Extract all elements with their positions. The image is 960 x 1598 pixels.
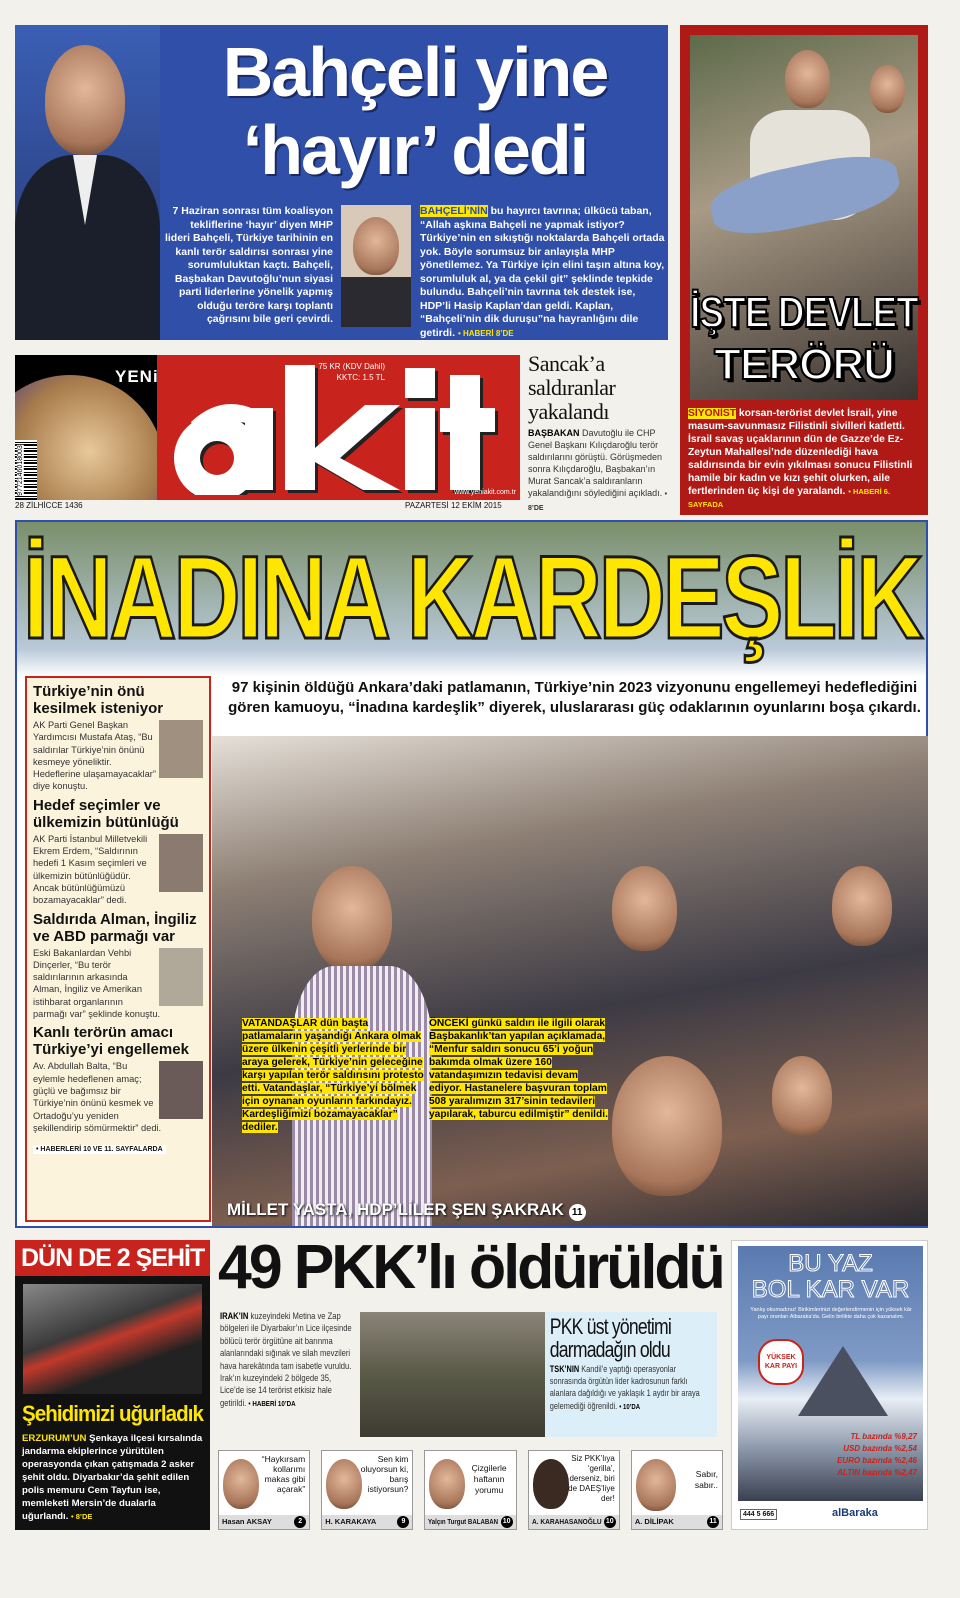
barcode-number: 9772146018003 <box>16 445 24 496</box>
columnist-card[interactable] <box>321 1450 413 1530</box>
sidebar-item-title: Türkiye’nin önü kesilmek isteniyor <box>33 683 164 717</box>
lead-word: BAŞBAKAN <box>528 428 580 438</box>
crowd-photo <box>212 736 928 1226</box>
ad-headline-2: BOL KAR VAR <box>751 1276 910 1303</box>
columnists <box>218 1450 723 1530</box>
page-badge: 9 <box>397 1516 409 1528</box>
lead-word: BAHÇELİ’NİN <box>420 205 488 217</box>
headline-line-2: TERÖRÜ <box>714 340 894 389</box>
top-story <box>15 25 668 340</box>
top-right-text <box>420 205 665 340</box>
sidebar <box>25 676 211 1222</box>
columnist-footer <box>425 1515 515 1529</box>
caption-box-1 <box>242 1017 424 1134</box>
sidebar-item-text: AK Parti Genel Başkan Yardımcısı Mustafa Ataş, “Bu saldırılar Türkiye’nin önünü kesmeye yöneliktir. Hedeflerine ulaşamayacaklar” diye konuştu. <box>33 720 156 792</box>
page-ref: • 8’DE <box>528 491 668 512</box>
footer-text: MİLLET YASTA, HDP’LİLER ŞEN ŞAKRAK <box>227 1200 564 1219</box>
martyr-headline: Şehidimizi uğurladık <box>22 1401 203 1426</box>
page-ref: • 10’DA <box>619 1401 641 1411</box>
logo-yeni: YENi <box>115 367 159 386</box>
pkk-text <box>220 1310 354 1410</box>
martyr-header-bar <box>15 1240 210 1276</box>
columnist-quote: “Haykırsam kollarımı makas gibi açarak” <box>261 1454 306 1494</box>
israel-text <box>688 407 923 511</box>
main-subhead: 97 kişinin öldüğü Ankara’daki patlamanın, Türkiye’nin 2023 vizyonunu engellemeyi hedeflediğini gören kamuoyu, “İnadına kardeşlik” diyerek, uluslararası güç odaklarının oyunlarını boşa çıkardı. <box>228 679 921 716</box>
martyr-story <box>15 1240 210 1530</box>
hasip-photo <box>341 205 411 327</box>
body-text: günkü saldırı ile ilgili olarak Başbakanlık’tan yapılan açıklamada, “Menfur saldırı sonucu 65’i yoğun bakımda olmak üzere 160 vatandaşımızın tedavisi devam ediyor. Hastanelere başvuran toplam 508 yaralımızın 317’sinin tedavileri yapılarak, taburcu edilmiştir” denildi. <box>429 1018 608 1120</box>
page-ref: • 8’DE <box>71 1512 93 1521</box>
page-ref: • HABERİ 10’DA <box>248 1398 296 1408</box>
price-info <box>315 361 385 383</box>
body-text: dün başta patlamaların yaşandığı Ankara olmak üzere ülkenin çeşitli yerlerinde bir araya gelerek, Türkiye’nin geleceğine karşı yapılan terör saldırısını protesto etti. Vatandaşlar, “Türkiye’yi bölmek için oynanan oyunların farkındayız. Kardeşliğimizi bozamayacaklar” dediler. <box>242 1018 424 1133</box>
side-headline: PKK üst yönetimi darmadağın oldu <box>549 1314 672 1362</box>
pkk-photo <box>360 1312 545 1437</box>
top-left-text: 7 Haziran sonrası tüm koalisyon tekliflerine ‘hayır’ diyen MHP lideri Bahçeli, Türkiye tarihinin en kanlı terör saldırısı sonrası yine sorumluluktan kaçtı. Bahçeli, Başbakan Davutoğlu’nun siyasi parti liderlerine yönelik yapmış olduğu teröre karşı toplantı çağrısını bile geri çevirdi. <box>164 205 333 325</box>
israel-headline <box>690 287 918 391</box>
rate-gold: ALTIN bazında %2,47 <box>837 1468 917 1477</box>
columnist-name: A. KARAHASANOĞLU <box>531 1517 602 1526</box>
lead-word: SİYONİST <box>688 408 737 419</box>
main-footer <box>227 1200 586 1221</box>
ad-headline-1: BU YAZ <box>788 1250 873 1277</box>
caption-box-2 <box>429 1017 611 1121</box>
portrait <box>159 948 203 1006</box>
sancak-story <box>528 352 676 515</box>
sidebar-item-title: Saldırıda Alman, İngiliz ve ABD parmağı var <box>33 910 197 945</box>
website[interactable]: www.yeniakit.com.tr <box>454 489 516 496</box>
body-text: kuzeyindeki Metina ve Zap bölgeleri ile Diyarbakır’ın Lice ilçesinde bölücü terör örgütüne ait barınma alanlarındaki sığınak ve silah mevzileri hava harekâtında tam isabetle vuruldu. Irak’ın kuzeyindeki 2 bölgede 35, Lice’de ise 14 terörist etkisiz hale getirildi. <box>220 1311 352 1408</box>
lead-word: IRAK’IN <box>220 1311 249 1321</box>
columnist-footer <box>529 1515 619 1529</box>
hijri-date: 28 ZİLHİCCE 1436 <box>15 501 83 510</box>
headline-line-2: ‘hayır’ dedi <box>242 111 588 189</box>
body-text: Şenkaya ilçesi kırsalında jandarma ekiplerince yürütülen operasyonda çıkan çatışmada 2 asker şehit oldu. Diyarbakır’da şehit edilen polis memuru Cem Tayfun ise, memleketi Mersin’de dualarla uğurlandı. <box>22 1433 203 1522</box>
masthead <box>15 355 520 500</box>
body-text: Kandil’e yaptığı operasyonlar sonrasında örgütün lider kadrosunun farklı alanlara dağıldığı ve yaklaşık 1 aydır bir araya gelemediği öğrenildi. <box>549 1364 700 1411</box>
columnist-name: Yalçın Turgut BALABAN <box>428 1517 499 1526</box>
main-story <box>15 520 928 1228</box>
columnist-quote: Sabır, sabır.. <box>694 1469 719 1490</box>
lead-word: VATANDAŞLAR <box>242 1018 318 1029</box>
martyr-text <box>15 1428 210 1527</box>
body-text: Davutoğlu ile CHP Genel Başkanı Kılıçdaroğlu terör saldırılarını görüştü. Görüşmeden sonra Kılıçdaroğlu, Başbakan’ın Murat Sancak’a saldıranların yakalandığını söylediğini açıkladı. <box>528 428 663 498</box>
columnist-card[interactable] <box>631 1450 723 1530</box>
ad-brand: alBaraka <box>832 1507 878 1519</box>
bahceli-photo <box>15 25 160 340</box>
top-headline <box>165 33 665 189</box>
headline-line-1: İŞTE DEVLET <box>690 288 918 337</box>
columnist-card[interactable] <box>424 1450 516 1530</box>
headline-line-1: Bahçeli yine <box>222 33 608 111</box>
ad-subtext: Yanlış okumadınız! Birikimlerinizi değerlendirmenin için yüksek kâr payı oranları Albaraka’da. Gelin birlikte daha çok kazanalım. <box>750 1307 912 1320</box>
sidebar-item-title: Hedef seçimler ve ülkemizin bütünlüğü <box>33 796 179 831</box>
page-badge: 10 <box>501 1516 513 1528</box>
page-ref: • HABERİ 6. SAYFADA <box>688 487 891 509</box>
page-ref: • HABERİ 8’DE <box>457 328 514 338</box>
columnist-footer <box>632 1515 722 1529</box>
columnist-quote: Çizgilerle haftanın yorumu <box>471 1463 507 1495</box>
columnist-footer <box>219 1515 309 1529</box>
page-badge: 2 <box>294 1516 306 1528</box>
pkk-side-box <box>545 1312 717 1437</box>
side-text <box>550 1363 700 1413</box>
rate-tl: TL bazında %9,27 <box>850 1432 917 1441</box>
body-text: bu hayırcı tavrına; ülkücü taban, “Allah aşkına Bahçeli ne yapmak istiyor? Türkiye’nin en sıkıştığı noktalarda Bahçeli ortada yok. Böyle sorumsuz bir anlayışla MHP yönetilemez. Ya Türkiye için elini taşın altına koy, sorumluluk al, ya da çekil git” şeklinde tepkide bulundu. Bahçeli’nin tavrına tek destek ise, HDP’li Hasip Kaplan’dan geldi. Kaplan, “Bahçeli’nin dik duruşu”na hayranlığını dile getirdi. <box>420 205 665 339</box>
martyr-header: DÜN DE 2 ŞEHİT <box>21 1244 205 1272</box>
columnist-quote: Siz PKK’lıya ‘gerilla’, derseniz, biri de DAEŞ’liye der! <box>568 1454 615 1503</box>
page-badge: 11 <box>707 1516 719 1528</box>
kktc-price: KKTC: 1.5 TL <box>336 373 385 382</box>
ad-rates <box>822 1431 917 1479</box>
columnist-card[interactable] <box>528 1450 620 1530</box>
albaraka-ad[interactable] <box>731 1240 928 1530</box>
sidebar-item <box>33 797 203 907</box>
sidebar-item-text: AK Parti İstanbul Milletvekili Ekrem Erdem, “Saldırının hedefi 1 Kasım seçimleri ve ülkemizin bütünlüğüdür. Ancak bütünlüğümüzü bozamayacaklar” dedi. <box>33 833 148 906</box>
columnist-name: H. KARAKAYA <box>325 1517 377 1526</box>
columnist-name: Hasan AKSAY <box>222 1517 272 1526</box>
sidebar-ref: • HABERLERİ 10 VE 11. SAYFALARDA <box>33 1145 166 1154</box>
columnist-name: A. DİLİPAK <box>634 1517 674 1526</box>
page-badge: 11 <box>569 1204 586 1221</box>
sancak-headline: Sancak’a saldıranlar yakalandı <box>528 351 616 424</box>
columnist-card[interactable] <box>218 1450 310 1530</box>
page-badge: 10 <box>604 1516 616 1528</box>
rate-usd: USD bazında %2,54 <box>843 1444 917 1453</box>
ad-phone: 444 5 666 <box>740 1509 777 1520</box>
main-headline: İNADINA KARDEŞLİK <box>23 532 921 664</box>
portrait <box>159 1061 203 1119</box>
ad-headline <box>738 1251 923 1303</box>
columnist-quote: Sen kim oluyorsun ki, barış istiyorsun? <box>360 1454 409 1494</box>
israel-story <box>680 25 928 515</box>
sidebar-item <box>33 1024 203 1134</box>
rate-euro: EURO bazında %2,46 <box>836 1456 917 1465</box>
body-text: korsan-terörist devlet İsrail, yine masum-savunmasız Filistinli sivilleri katletti. İsrail savaş uçaklarının dün de Gazze’de Ez-Zeytun Mahallesi’nde düzenlediği hava saldırısında bir evin yıkılması sonucu Filistinli hamile bir kadın ve kızı şehit olurken, aile fertlerinden üç kişi de yaralandı. <box>688 408 913 497</box>
lead-word: ÖNCEKİ <box>429 1018 469 1029</box>
columnist-footer <box>322 1515 412 1529</box>
lead-word: TSK’NIN <box>549 1364 580 1374</box>
sidebar-item-title: Kanlı terörün amacı Türkiye’yi engellemek <box>33 1024 189 1059</box>
lead-word: ERZURUM’UN <box>22 1433 87 1444</box>
date: PAZARTESİ 12 EKİM 2015 <box>405 501 502 510</box>
price: 75 KR (KDV Dahil) <box>318 362 385 371</box>
sidebar-item-text: Eski Bakanlardan Vehbi Dinçerler, “Bu terör saldırılarının arkasında Alman, İngiliz ve Amerikan istihbarat organlarının parmağı var” şeklinde konuştu. <box>33 947 161 1020</box>
funeral-photo <box>23 1284 202 1394</box>
portrait <box>159 720 203 778</box>
ad-badge: YÜKSEK KAR PAYI <box>758 1339 804 1385</box>
sidebar-item <box>33 911 203 1021</box>
sancak-text <box>528 427 676 515</box>
sidebar-item <box>33 683 203 793</box>
pkk-headline: 49 PKK’lı öldürüldü <box>218 1233 723 1302</box>
portrait <box>159 834 203 892</box>
sidebar-item-text: Av. Abdullah Balta, “Bu eylemle hedeflenen amaç; güçlü ve bağımsız bir Türkiye’nin önünü kesmek ve Ortadoğu’yu yeniden şekillendirip sömürmektir” dedi. <box>33 1061 162 1133</box>
